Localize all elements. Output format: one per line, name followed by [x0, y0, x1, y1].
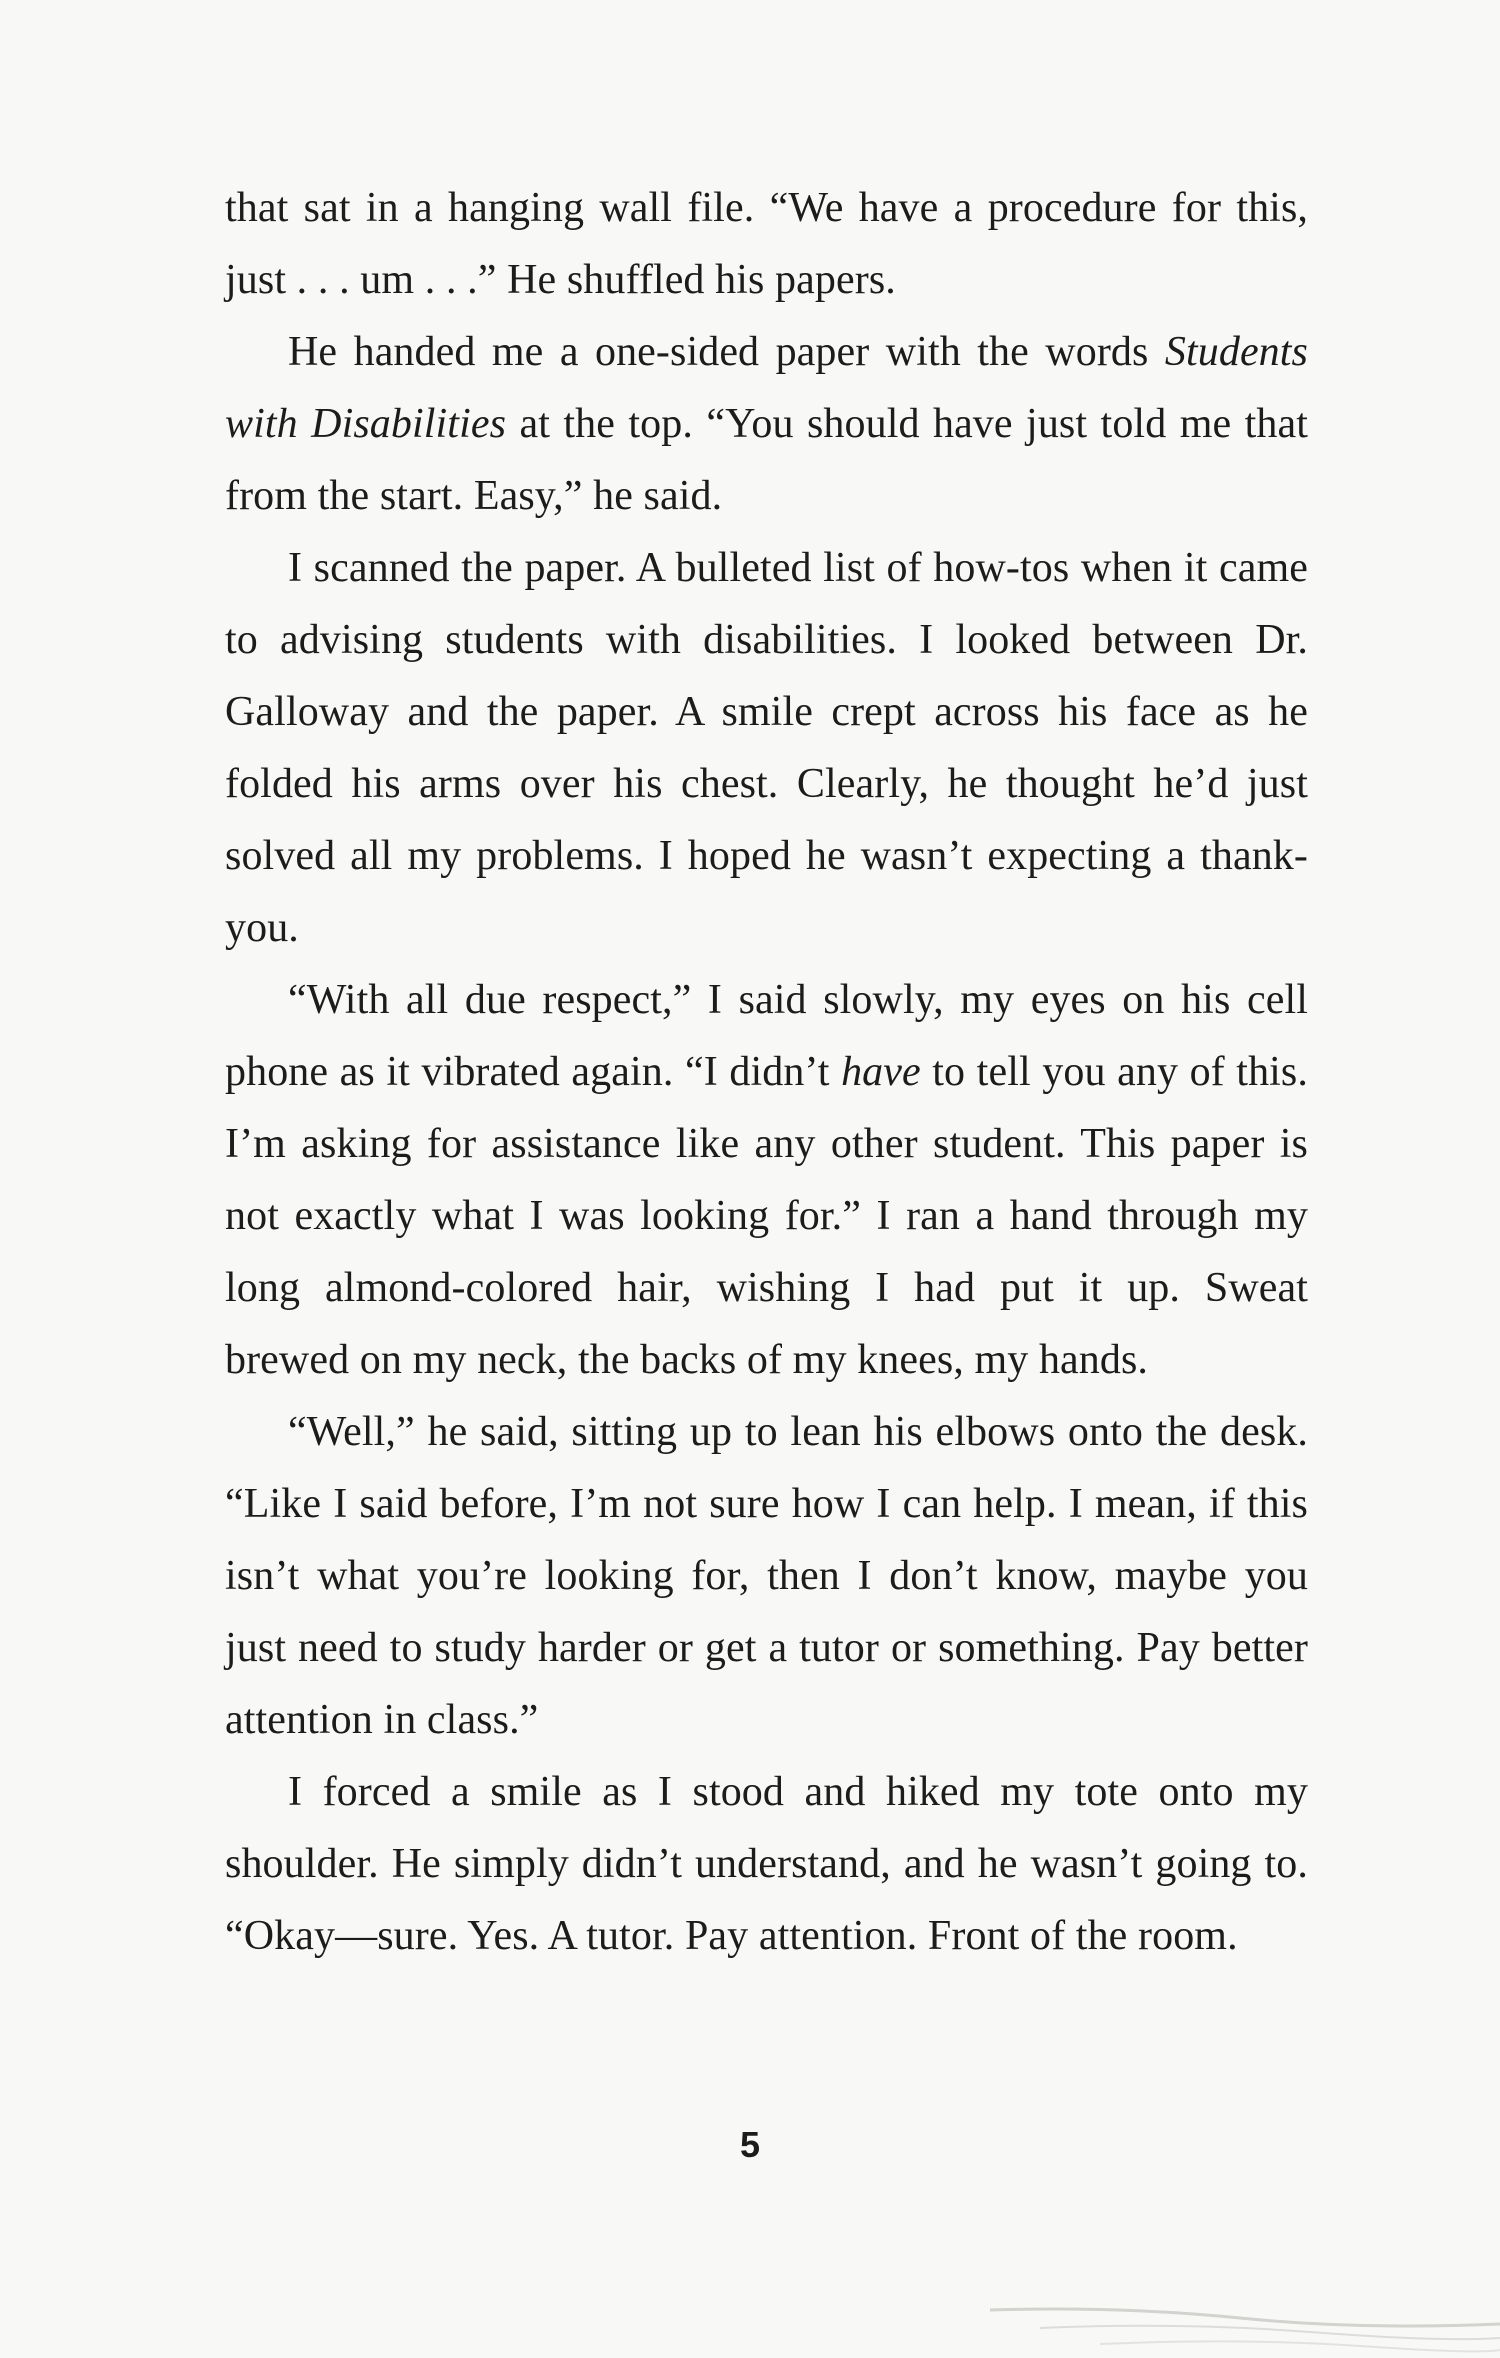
- text-segment: “With all due respect,” I said slowly, my eyes on his cell phone as it vibrated again. “I didn’t: [225, 977, 1308, 1095]
- smudge-line-2: [1040, 2326, 1500, 2339]
- text-segment: I scanned the paper. A bulleted list of how-tos when it came to advising students with disabilities. I looked between Dr. Galloway and the paper. A smile crept across his face as he folded his arms over his chest. Clearly, he thought he’d just solved all my problems. I hoped he wasn’t expecting a thank-you.: [225, 545, 1308, 951]
- text-segment: He handed me a one-sided paper with the words: [288, 329, 1165, 375]
- paragraph-1: [225, 172, 1308, 316]
- body-text: [225, 172, 1308, 1972]
- text-segment: “Well,” he said, sitting up to lean his elbows onto the desk. “Like I said before, I’m not sure how I can help. I mean, if this isn’t what you’re looking for, then I don’t know, maybe you just need to study harder or get a tutor or something. Pay better attention in class.”: [225, 1409, 1308, 1743]
- scan-edge-smudge: [980, 2288, 1500, 2358]
- italic-text: Students with Disabilities: [225, 329, 1308, 447]
- italic-text: have: [841, 1049, 921, 1095]
- paragraph-5: [225, 1396, 1308, 1756]
- text-segment: to tell you any of this. I’m asking for assistance like any other student. This paper is not exactly what I was looking for.” I ran a hand through my long almond-colored hair, wishing I had put it up. Sweat brewed on my neck, the backs of my knees, my hands.: [225, 1049, 1308, 1383]
- text-segment: that sat in a hanging wall file. “We have a procedure for this, just . . . um . . .” He shuffled his papers.: [225, 185, 1308, 303]
- smudge-line-3: [1100, 2341, 1500, 2351]
- paragraph-3: [225, 532, 1308, 964]
- text-segment: I forced a smile as I stood and hiked my tote onto my shoulder. He simply didn’t understand, and he wasn’t going to. “Okay—sure. Yes. A tutor. Pay attention. Front of the room.: [225, 1769, 1308, 1959]
- text-segment: at the top. “You should have just told me that from the start. Easy,” he said.: [225, 401, 1308, 519]
- smudge-line-1: [990, 2309, 1500, 2326]
- paragraph-2: [225, 316, 1308, 532]
- paragraph-6: [225, 1756, 1308, 1972]
- page-number: 5: [739, 2124, 761, 2165]
- paragraph-4: [225, 964, 1308, 1396]
